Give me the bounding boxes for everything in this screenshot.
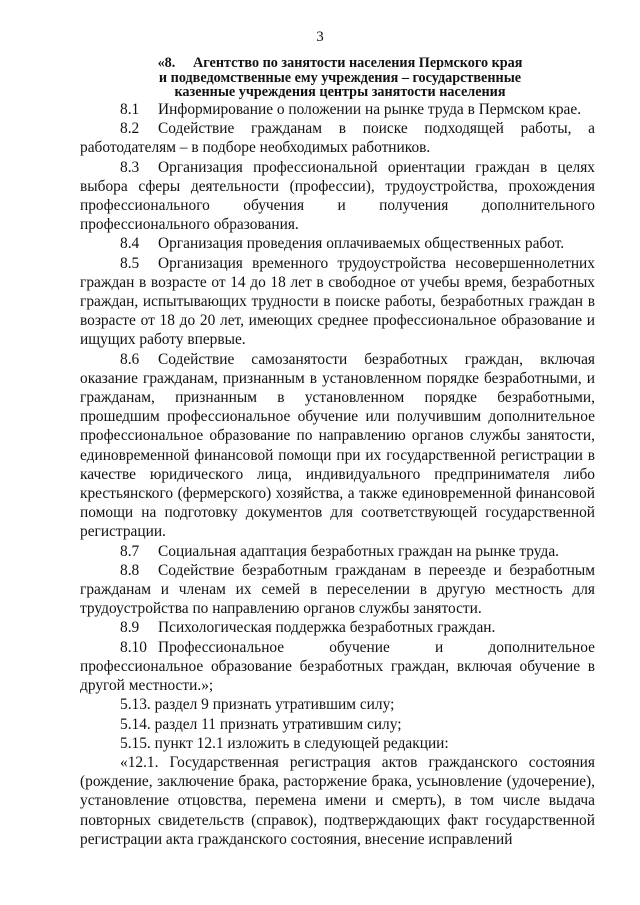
item-number: 8.8 xyxy=(120,561,140,579)
paragraph-8-4 xyxy=(80,234,595,253)
paragraph-8-5 xyxy=(80,254,595,350)
paragraph-text: Психологическая поддержка безработных граждан. xyxy=(158,619,496,637)
heading-line: «8. Агентство по занятости населения Пермского края xyxy=(157,55,523,71)
paragraph-5-15 xyxy=(80,734,595,753)
paragraph-8-2 xyxy=(80,119,595,157)
paragraph-text: 5.15. пункт 12.1 изложить в следующей редакции: xyxy=(120,734,449,752)
paragraph-text: Профессиональное обучение и дополнительное профессиональное образование безработных граждан, включая обучение в другой местности.»; xyxy=(80,638,595,695)
paragraph-8-3 xyxy=(80,158,595,235)
item-number: 8.4 xyxy=(120,235,140,253)
paragraph-8-7 xyxy=(80,542,595,561)
item-number: 8.7 xyxy=(120,542,140,560)
item-number: 8.1 xyxy=(120,101,140,118)
page-number: 3 xyxy=(316,29,324,45)
paragraph-text: 5.14. раздел 11 признать утратившим силу; xyxy=(120,715,402,733)
item-number: 8.3 xyxy=(120,158,140,176)
section-heading xyxy=(100,56,580,100)
item-number: 8.9 xyxy=(120,619,140,637)
item-number: 8.2 xyxy=(120,120,140,138)
paragraph-8-10 xyxy=(80,638,595,696)
paragraph-8-9 xyxy=(80,618,595,637)
document-body xyxy=(80,100,595,849)
paragraph-8-1 xyxy=(80,100,595,119)
paragraph-text: Организация проведения оплачиваемых общественных работ. xyxy=(158,235,565,253)
paragraph-12-1 xyxy=(80,753,595,849)
paragraph-text: Содействие безработным гражданам в переезде и безработным гражданам и членам их семей в переселении в другую местность для трудоустройства по направлению органов службы занятости. xyxy=(80,561,595,618)
paragraph-text: Организация профессиональной ориентации граждан в целях выбора сферы деятельности (профессии), трудоустройства, прохождения профессионального обучения и получения дополнительного профессионального образования. xyxy=(80,158,595,234)
heading-line: казенные учреждения центры занятости населения xyxy=(174,84,506,100)
item-number: 8.10 xyxy=(120,638,147,656)
paragraph-5-13 xyxy=(80,695,595,714)
paragraph-text: Содействие гражданам в поиске подходящей работы, а работодателям – в подборе необходимых работников. xyxy=(80,120,595,157)
paragraph-8-8 xyxy=(80,561,595,619)
paragraph-text: Информирование о положении на рынке труда в Пермском крае. xyxy=(158,101,582,118)
paragraph-8-6 xyxy=(80,350,595,542)
heading-line: и подведомственные ему учреждения – государственные xyxy=(158,69,522,86)
item-number: 8.5 xyxy=(120,254,140,272)
paragraph-text: «12.1. Государственная регистрация актов гражданского состояния (рождение, заключение брака, расторжение брака, усыновление (удочерение), установление отцовства, перемена имени и смерть), в том числе выдача повторных свидетельств (справок), подтверждающих факт государственной регистрации акта гражданского состояния, внесение исправлений xyxy=(80,753,595,848)
paragraph-text: Содействие самозанятости безработных граждан, включая оказание гражданам, признанным в установленном порядке безработными, и гражданам, признанным в установленном порядке безработными, прошедшим профессиональное обучение или получившим дополнительное профессиональное образование по направлению органов службы занятости, единовременной финансовой помощи при их государственной регистрации в качестве юридического лица, индивидуального предпринимателя либо крестьянского (фермерского) хозяйства, а также единовременной финансовой помощи на подготовку документов для соответствующей государственной регистрации. xyxy=(80,350,595,541)
paragraph-text: Организация временного трудоустройства несовершеннолетних граждан в возрасте от 14 до 18 лет в свободное от учебы время, безработных граждан, испытывающих трудности в поиске работы, безработных граждан в возрасте от 18 до 20 лет, имеющих среднее профессиональное образование и ищущих работу впервые. xyxy=(80,254,595,349)
paragraph-5-14 xyxy=(80,715,595,734)
item-number: 8.6 xyxy=(120,350,140,368)
paragraph-text: Социальная адаптация безработных граждан на рынке труда. xyxy=(158,542,560,560)
paragraph-text: 5.13. раздел 9 признать утратившим силу; xyxy=(120,696,395,714)
